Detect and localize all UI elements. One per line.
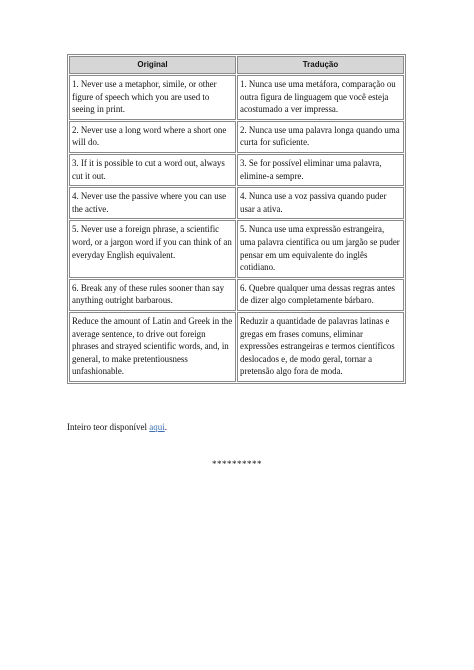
cell-translation: 2. Nunca use uma palavra longa quando uma curta for suficiente. [237, 121, 404, 153]
cell-original: 4. Never use the passive where you can use the active. [69, 187, 236, 219]
full-text-label: Inteiro teor disponível [67, 422, 150, 432]
table-row [69, 220, 404, 277]
cell-translation: 3. Se for possível eliminar uma palavra, elimine-a sempre. [237, 154, 404, 186]
cell-original: 6. Break any of these rules sooner than say anything outright barbarous. [69, 279, 236, 311]
cell-translation: 4. Nunca use a voz passiva quando puder usar a ativa. [237, 187, 404, 219]
table-row [69, 187, 404, 219]
cell-translation: Reduzir a quantidade de palavras latinas e gregas em frases comuns, eliminar expressões estrangeiras e termos científicos deslocados e, de modo geral, tornar a pretensão algo fora de moda. [237, 312, 404, 382]
full-text-note [67, 421, 167, 433]
cell-original: 3. If it is possible to cut a word out, always cut it out. [69, 154, 236, 186]
header-original: Original [69, 56, 236, 74]
full-text-link[interactable]: aqui [149, 422, 165, 432]
cell-translation: 6. Quebre qualquer uma dessas regras antes de dizer algo completamente bárbaro. [237, 279, 404, 311]
cell-original: Reduce the amount of Latin and Greek in the average sentence, to drive out foreign phrases and strayed scientific words, and, in general, to make pretentiousness unfashionable. [69, 312, 236, 382]
rules-table [67, 54, 406, 384]
table-row [69, 279, 404, 311]
table-row [69, 121, 404, 153]
separator-stars: ********** [212, 459, 262, 469]
cell-translation: 1. Nunca use uma metáfora, comparação ou outra figura de linguagem que você esteja acostumado a ver impressa. [237, 75, 404, 120]
cell-original: 1. Never use a metaphor, simile, or other figure of speech which you are used to seeing in print. [69, 75, 236, 120]
header-translation: Tradução [237, 56, 404, 74]
table-row [69, 154, 404, 186]
table-header-row [69, 56, 404, 74]
cell-original: 5. Never use a foreign phrase, a scientific word, or a jargon word if you can think of an everyday English equivalent. [69, 220, 236, 277]
cell-original: 2. Never use a long word where a short one will do. [69, 121, 236, 153]
cell-translation: 5. Nunca use uma expressão estrangeira, uma palavra científica ou um jargão se puder pensar em um equivalente do inglês cotidiano. [237, 220, 404, 277]
table-row [69, 75, 404, 120]
table-row [69, 312, 404, 382]
full-text-period: . [164, 422, 167, 432]
